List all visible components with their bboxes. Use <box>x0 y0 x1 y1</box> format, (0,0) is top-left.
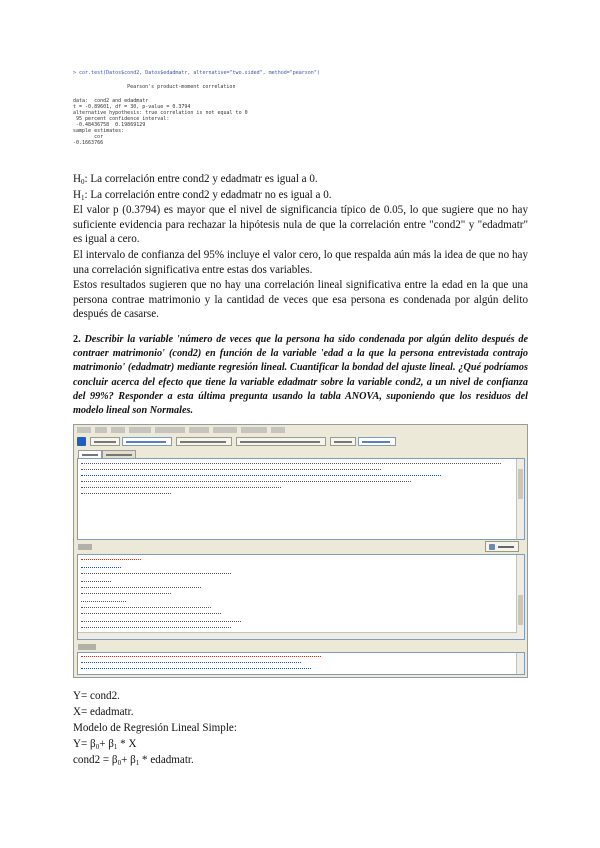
messages-label <box>78 644 96 650</box>
console-command: > cor.test(Datos$cond2, Datos$edadmatr, alternative="two.sided", method="pearson") <box>73 70 320 76</box>
model-title: Modelo de Regresión Lineal Simple: <box>73 722 237 734</box>
view-dataset-button[interactable] <box>236 437 326 446</box>
question-number: 2. <box>73 334 81 345</box>
model-button[interactable] <box>330 437 356 446</box>
menu-item[interactable] <box>77 427 91 433</box>
tab-markdown[interactable] <box>102 450 136 458</box>
menu-item[interactable] <box>271 427 285 433</box>
run-icon <box>489 544 495 550</box>
output-line <box>81 621 241 623</box>
message-line <box>81 662 301 664</box>
message-line <box>81 668 311 670</box>
model-equation-2: cond2 = $\beta_0+ \beta_1$ * edadmatr. <box>73 754 194 767</box>
submit-button[interactable] <box>485 541 519 552</box>
r-logo-icon <box>77 437 86 446</box>
menu-item[interactable] <box>155 427 185 433</box>
script-line <box>81 469 381 471</box>
menu-item[interactable] <box>213 427 237 433</box>
menu-item[interactable] <box>111 427 125 433</box>
output-line <box>81 593 171 595</box>
output-line <box>81 581 111 583</box>
script-line <box>81 463 501 465</box>
toolbar <box>76 436 524 448</box>
question-text: Describir la variable 'número de veces que la persona ha sido condenada por algún delito después de contraer matrimonio' (cond2) en función de la variable 'edad a la que la persona entrevistada contrajo matrimonio' (edadmatr) mediante regresión lineal. Cuantificar la bondad del ajuste lineal. ¿Qué podríamos concluir acerca del efecto que tiene la variable edadmatr sobre la variable cond2, a un nivel de confianza del 99%? Responder a esta última pregunta usando la tabla ANOVA, suponiendo que los residuos del modelo lineal son Normales. <box>73 334 528 417</box>
menu-item[interactable] <box>189 427 209 433</box>
message-line <box>81 656 321 658</box>
messages-pane[interactable] <box>77 652 525 675</box>
console-line: -0.48436758 0.19869129 <box>73 122 146 128</box>
script-scrollbar[interactable] <box>516 459 524 539</box>
console-line: data: cond2 and edadmatr <box>73 98 149 104</box>
active-model-field[interactable] <box>358 437 396 446</box>
script-line <box>81 475 441 477</box>
output-line <box>81 587 201 589</box>
r-commander-window <box>73 424 528 678</box>
script-line <box>81 481 411 483</box>
output-label <box>78 544 92 550</box>
model-equation-1: $Y= \beta_0+ \beta_1 * X$ <box>73 738 137 751</box>
edit-dataset-button[interactable] <box>176 437 232 446</box>
menu-item[interactable] <box>241 427 267 433</box>
console-line: -0.1663766 <box>73 140 104 146</box>
data-set-button[interactable] <box>90 437 120 446</box>
menu-bar <box>74 427 527 434</box>
r-console-output <box>73 70 453 152</box>
active-dataset-field[interactable] <box>122 437 172 446</box>
console-line: t = -0.89601, df = 30, p-value = 0.3794 <box>73 104 191 110</box>
y-definition: Y= cond2. <box>73 690 120 702</box>
hypothesis-h0: $H_0$: La correlación entre cond2 y edadmatr es igual a 0. <box>73 173 318 186</box>
menu-item[interactable] <box>129 427 151 433</box>
hypothesis-h1: $H_1$: La correlación entre cond2 y edadmatr no es igual a 0. <box>73 189 332 202</box>
console-line: 95 percent confidence interval: <box>73 116 170 122</box>
console-line: sample estimates: <box>73 128 125 134</box>
console-line: Pearson's product-moment correlation <box>103 84 236 90</box>
script-line <box>81 493 171 495</box>
output-line <box>81 607 211 609</box>
output-pane[interactable] <box>77 554 525 640</box>
paragraph-p-value: El valor p (0.3794) es mayor que el nivel de significancia típico de 0.05, lo que sugiere que no hay suficiente evidencia para rechazar la hipótesis nula de que la correlación entre "cond2" y "edadmatr" es igual a cero. <box>73 204 528 246</box>
output-hscrollbar[interactable] <box>78 632 517 639</box>
menu-item[interactable] <box>95 427 107 433</box>
output-line <box>81 627 231 629</box>
output-line <box>81 613 221 615</box>
output-line <box>81 567 121 569</box>
script-pane[interactable] <box>77 458 525 540</box>
console-line: cor <box>73 134 104 140</box>
script-line <box>81 487 281 489</box>
messages-scrollbar[interactable] <box>516 653 524 674</box>
output-scrollbar[interactable] <box>516 555 524 639</box>
output-line <box>81 559 141 561</box>
x-definition: X= edadmatr. <box>73 706 134 718</box>
output-line <box>81 601 126 603</box>
output-line <box>81 573 231 575</box>
console-line: alternative hypothesis: true correlation is not equal to 0 <box>73 110 248 116</box>
tab-script[interactable] <box>78 450 102 458</box>
paragraph-interval: El intervalo de confianza del 95% incluye el valor cero, lo que respalda aún más la idea de que no hay una correlación significativa entre estas dos variables. <box>73 249 528 276</box>
paragraph-results: Estos resultados sugieren que no hay una correlación lineal significativa entre la edad en la que una persona contrae matrimonio y la cantidad de veces que esa persona es condenada por algún delito después de casarse. <box>73 279 528 321</box>
question-2 <box>73 333 528 418</box>
